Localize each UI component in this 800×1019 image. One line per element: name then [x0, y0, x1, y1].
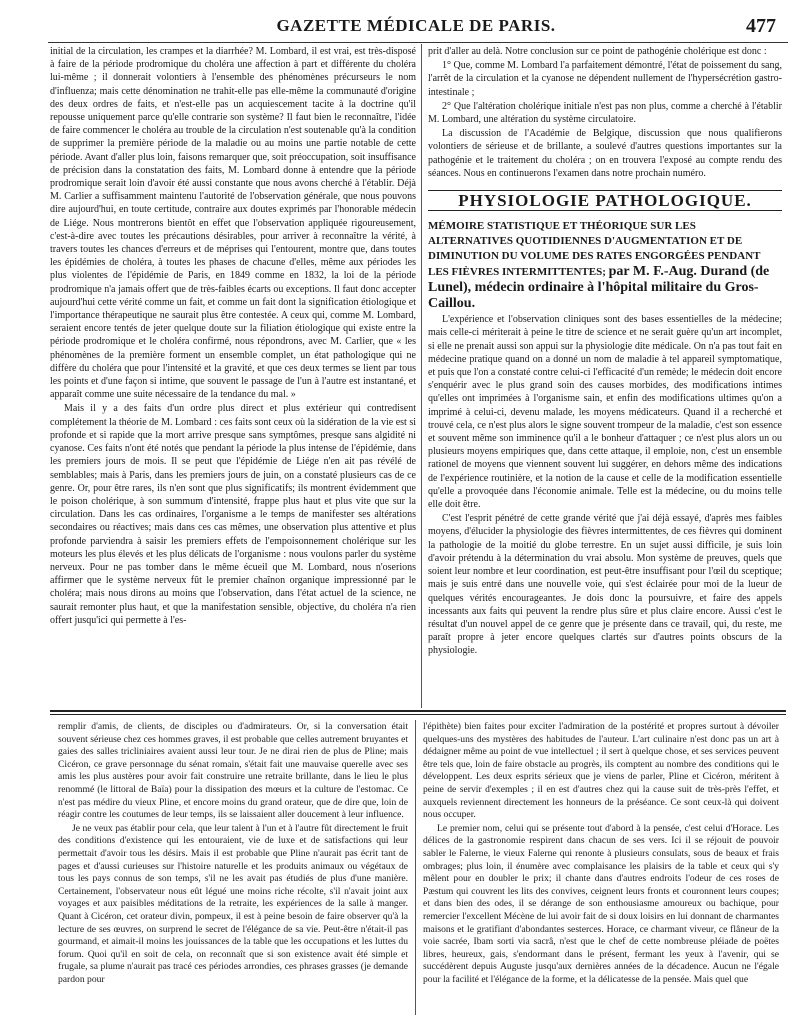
paragraph: Mais il y a des faits d'un ordre plus direct et plus extérieur qui contredisent complétement la théorie de M. Lombard : ces faits sont ceux où la sidération de la vie est si profonde et si rapide que la mort arrive presque sans symptômes, presque sans algidité ni cyanose. Ces faits n'ont été notés que pendant la période la plus intense de l'épidémie, dans les premiers jours de mois. Il se peut que l'épidémie de Liége n'en ait pas révélé de semblables; mais à Paris, dans les premiers jours de juin, on a constaté plusieurs cas de ce genre. Or, pour être rares, ils n'en sont que plus significatifs; ils montrent évidemment que le poison cholérique, à son summum d'intensité, frappe plus haut et plus vite que sur la circulation. Dans les cas ordinaires, l'organisme a le temps de manifester ses altérations secondaires ou réactives; mais dans ces cas mêmes, une observation plus attentive et plus profonde parviendra à saisir les premiers effets de l'empoisonnement cholérique sur les moteurs les plus élevés et les plus délicats de l'organisme : nous voulons parler du système nerveux. Pour ne pas tomber dans le même écueil que M. Lombard, nous n'oserions affirmer que le système nerveux fût le premier chaînon organique impressionné par le choléra; mais nous dirons au moins que l'observation, dans l'état actuel de la science, ne saurait remonter plus haut, et que la manifestation sensible, objective, du choléra n'a rien offert jusqu'ici qui permette à l'es-: [50, 403, 416, 626]
paragraph: 2° Que l'altération cholérique initiale n'est pas non plus, comme a cherché à l'établir M. Lombard, une altération du système circulatoire.: [428, 100, 782, 126]
feuilleton-right-column: [423, 721, 779, 1013]
page-number: 477: [746, 15, 776, 37]
running-title: GAZETTE MÉDICALE DE PARIS.: [276, 16, 556, 35]
paragraph: prit d'aller au delà. Notre conclusion sur ce point de pathogénie cholérique est donc :: [428, 46, 767, 57]
header-rule: [48, 42, 788, 43]
paragraph: initial de la circulation, les crampes et la diarrhée? M. Lombard, il est vrai, est très-disposé à faire de la période prodromique du choléra une affection à part et différente du choléra lui-même ; il donnerait volontiers à l'ensemble des phénomènes précurseurs le nom d'influenza; mais cette dénomination ne trahit-elle pas elle-même la communauté d'origine des deux ordres de faits, et n'est-elle pas un acquiescement tacite à la doctrine qu'il repousse uniquement parce qu'elle contrarie son système? Il faut bien le reconnaître, l'idée de faire commencer le choléra au trouble de la circulation n'est soutenable qu'à la condition de supprimer la première période de la maladie ou au moins une partie notable de cette période. Avant d'aller plus loin, faisons remarquer que, soit préoccupation, soit insuffisance de précision dans la constatation des faits, M. Lombard donne à entendre que la période prodromique serait loin d'avoir été aussi constante que nous avons cherché à l'établir. Déjà M. Carlier a suffisamment maintenu l'autorité de l'observation générale, que nous pouvons dire aujourd'hui, en toute certitude, contraire aux doutes exprimés par l'honorable médecin de Liége. Nous montrerons bientôt en effet que l'observation appliquée rigoureusement, c'est-à-dire avec toutes les précautions désirables, pour arriver à reconnaître la vérité, à travers toutes les chances d'erreurs et de méprises qui l'entourent, montre que, dans toutes les épidémies de choléra, à toutes les phases de chacune d'elles, même aux périodes les plus violentes de l'épidémie de Paris, en 1849 comme en 1832, la loi de la période prodromique n'a jamais offert que de très-faibles écarts ou exceptions. Il faut donc accepter aujourd'hui cette vérité comme un fait, et comme un fait dont la signification étiologique et l'importance thérapeutique ne saurait plus être contestée. A ceux qui, comme M. Lombard, seraient encore tentés de jeter quelque doute sur la filiation étiologique qui existe entre la période prodromique et le choléra confirmé, nous répondrons, avec M. Carlier, que « les phénomènes de la première forment un ensemble complet, un état pathologique qui ne diffère du choléra que pour l'intensité et la gravité, et que ces deux termes se lient par tous les points et d'une façon si intime, que souvent le passage de l'un à l'autre est instantané, et apparaît comme une suite nécessaire de la tendance du mal. »: [50, 46, 416, 401]
right-column: [428, 45, 782, 717]
paragraph: C'est l'esprit pénétré de cette grande vérité que j'ai déjà essayé, d'après mes faibles moyens, d'élucider la physiologie des fièvres intermittentes, de ces fièvres qui dominent la pathologie de la moitié du globe terrestre. En un sujet aussi difficile, je suis loin d'avoir prétendu à la détermination du vrai absolu. Mon système de preuves, quels que soient leur nombre et leur coordination, est peut-être insuffisant pour l'œil du sceptique; mais je suis entré dans une nouvelle voie, qui s'est éclairée pour moi de la lueur de quelques vérités encourageantes. Je dois donc la poursuivre, et faire des appels incessants aux faits qui peuvent la rendre plus sûre et plus claire encore. Aussi c'est le résultat d'un nouvel appel de ce genre que je présente dans ce travail, qui, du reste, me paraît propre à jeter encore quelques clartés sur d'autres points obscurs de la physiologie.: [428, 513, 782, 657]
left-column: [50, 45, 416, 705]
paragraph: l'épithète) bien faites pour exciter l'admiration de la postérité et propres surtout à dévoiler quelques-uns des mystères des habitudes de l'auteur. L'art culinaire n'est donc pas un art à dédaigner même au point de vue intellectuel ; il sert à quelque chose, et ses services peuvent être tels que, loin de faire obstacle au progrès, ils comptent au nombre des conditions qui le développent. Les deux esprits sérieux que je viens de parler, Pline et Cicéron, méritent à peine de servir d'exemples ; il en est d'autres chez qui la cause suit de très-près l'effet, et auxquels reviennent directement les honneurs de la préséance. Ce sont ceux-là qui doivent nous occuper.: [423, 721, 779, 821]
page-header: [52, 16, 780, 40]
feuilleton-rule: [50, 710, 786, 712]
paragraph: L'expérience et l'observation cliniques sont des bases essentielles de la médecine; mais celle-ci mériterait à peine le titre de science et ne serait guère qu'un art incomplet, si elle ne prenait aussi son appui sur la physiologie dite médicale. On n'a pas tout fait en médecine pratique quand on a donné un nom de maladie à tel appareil symptomatique, et puis que l'on a constaté contre celui-ci l'efficacité d'un remède; le médecin doit encore s'enquérir avec le plus grand soin des causes morbides, des modifications intimes qu'elles ont imprimées à l'organisme sain, et enfin des modifications ultimes qu'on a imprimé à celui-ci, devenu malade, les moyens médicateurs. Quand il a recherché et trouvé cela, ce n'est plus alors le signe souvent trompeur de la maladie, c'est son essence et souvent même son imminence qu'il a le bonheur d'attaquer ; ce n'est plus alors un ou plusieurs moyens empiriques que, dans cette attaque, il emploie, non, c'est un ensemble rationel de moyens que viennent souvent lui suggérer, en dehors même des indications de l'expérience routinière, et la notion de la cause et celle de la modification essentielle qu'elle a provoquée dans l'économie animale. Telle est la médecine, ou du moins telle elle doit être.: [428, 314, 782, 511]
article-author: par M. F.-Aug. Durand (de Lunel), médecin ordinaire à l'hôpital militaire du Gros-Caillou.: [428, 264, 770, 312]
paragraph: La discussion de l'Académie de Belgique, discussion que nous qualifierons volontiers de sérieuse et de brillante, a soulevé d'autres questions importantes sur la pathogénie et le traitement du choléra ; on en trouvera l'exposé au compte rendu des séances. Nous en continuerons l'examen dans notre prochain numéro.: [428, 128, 782, 179]
paragraph: Le premier nom, celui qui se présente tout d'abord à la pensée, c'est celui d'Horace. Les délices de la gastronomie respirent dans chacun de ses vers. Ici il se réjouit de pouvoir sabler le Falerne, le vieux Falerne qui renonte à plusieurs consulats, sous de beaux et frais ombrages; plus loin, il énumère avec complaisance les plaisirs de la table et ceux qui s'y mêlent pour en doubler le prix; il chante dans d'autres endroits l'odeur de ces roses de Pæstum qui couvrent les lits des convives, ceignent leurs fronts et couronnent leurs coupes; et dans bien des odes, il se dérange de son enthousiasme amoureux ou bachique, pour remercier l'excellent Mécène de lui avoir fait de si doux loisirs en lui donnant de charmantes maisons et le gratifiant d'abondantes sesterces. Horace, ce charmant viveur, ce flâneur de la voie sacrée, Ibam sorti via sacrâ, n'est que le chef de cette nombreuse pléiade de poëtes libres, heureux, gais, s'endormant dans le présent, fermant les yeux à l'avenir, qui se succédèrent depuis Auguste jusqu'aux dernières années de la décadence. Aucun ne l'égale pour la facilité et l'élégance de la forme, et la délicatesse de la pensée. Mais quel que: [423, 822, 779, 985]
feuilleton-rule-thin: [50, 714, 786, 715]
column-divider: [421, 44, 422, 708]
feuilleton-left-column: [58, 721, 408, 1013]
paragraph: 1° Que, comme M. Lombard l'a parfaitement démontré, l'état de poissement du sang, l'arrêt de la circulation et la cyanose ne dépendent nullement de l'hypersécrétion gastro-intestinale ;: [428, 60, 782, 98]
memoire-title: MÉMOIRE STATISTIQUE ET THÉORIQUE SUR LES ALTERNATIVES QUOTIDIENNES D'AUGMENTATION ET DE DIMINUTION DU VOLUME DES RATES ENGORGÉES PENDANT LES FIÈVRES INTERMITTENTES;: [428, 220, 761, 279]
section-title: PHYSIOLOGIE PATHOLOGIQUE.: [428, 190, 782, 211]
article-title: [428, 219, 782, 312]
paragraph: remplir d'amis, de clients, de disciples ou d'admirateurs. Or, si la conversation était souvent sérieuse chez ces hommes graves, il est probable que celles autrement bruyantes et gaies des salles tricliniaires avaient aussi leur tour. Je ne dirai rien de plus de Pline; mais Cicéron, ce grave personnage du sénat romain, s'était fait une mauvaise querelle avec ses amis les plus austères pour avoir fait construire une retraite brillante, dans le lieu le plus renommé (le littoral de Baïa) pour la dissipation des mœurs et la culture de l'estomac. Ce n'est pas médire du vieux Pline, et encore moins du grand orateur, que de dire que, loin de réagir contre les coutumes de leur temps, ils se laissaient aller doucement à leur influence.: [58, 721, 408, 821]
feuilleton-column-divider: [415, 720, 416, 1015]
paragraph: Je ne veux pas établir pour cela, que leur talent à l'un et à l'autre fût directement le fruit des conditions d'existence qui les entouraient, vie de luxe et de satisfactions qui leur permettait d'avoir tous les désirs. Mais il est probable que Pline n'aurait pas écrit tant de pages et d'aussi curieuses sur l'histoire naturelle et les produits animaux ou végétaux de tous les pays connus de son temps, s'il ne les avait pas étudiés de plus d'une manière. Certainement, l'observateur nous eût légué une moins riche récolte, s'il n'avait joint aux voyages et aux paisibles méditations de la retraite, les expériences de la salle à manger. Quant à Cicéron, cet orateur divin, pompeux, il est à peine besoin de faire observer qu'à la lecture de ses œuvres, on surprend le secret de l'élégance de sa vie. Peut-être n'était-il pas gourmand, et aimait-il moins les jouissances de la table que les occupations et les luttes du forum. Quoi qu'il en soit de cela, on reconnaît que si son existence avait été simple et frugale, sa plume n'aurait pas tracé ces périodes arrondies, ces phrases grasses (je demande pardon pour: [58, 822, 408, 985]
